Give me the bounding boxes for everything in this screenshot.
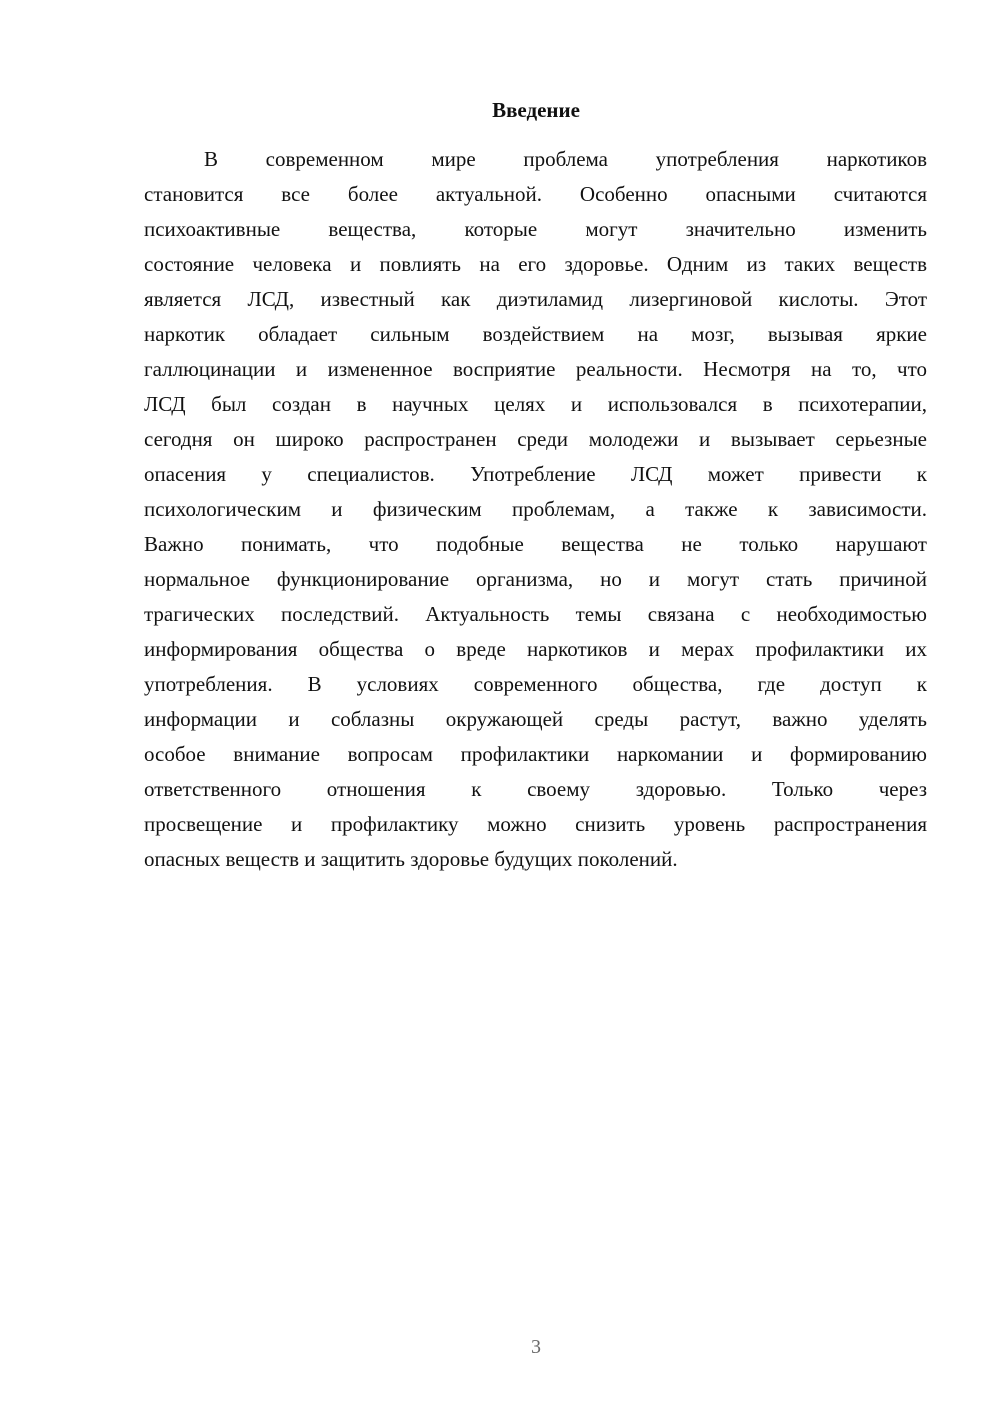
paragraph-line: В современном мире проблема употребления наркотиков [204, 147, 927, 171]
page-title: Введение [492, 98, 580, 122]
paragraph-line: употребления. В условиях современного общества, где доступ к [144, 672, 927, 696]
paragraph-line: наркотик обладает сильным воздействием на мозг, вызывая яркие [144, 322, 927, 346]
paragraph-line: трагических последствий. Актуальность темы связана с необходимостью [144, 602, 927, 626]
paragraph-line: нормальное функционирование организма, но и могут стать причиной [144, 567, 927, 591]
paragraph-line: информирования общества о вреде наркотиков и мерах профилактики их [144, 637, 927, 661]
paragraph-line: становится все более актуальной. Особенно опасными считаются [144, 182, 927, 206]
paragraph-line: опасных веществ и защитить здоровье будущих поколений. [144, 847, 678, 871]
paragraph-line: особое внимание вопросам профилактики наркомании и формированию [144, 742, 927, 766]
paragraph-line: является ЛСД, известный как диэтиламид лизергиновой кислоты. Этот [144, 287, 927, 311]
paragraph-line: просвещение и профилактику можно снизить уровень распространения [144, 812, 927, 836]
paragraph-line: психоактивные вещества, которые могут значительно изменить [144, 217, 927, 241]
paragraph-line: ответственного отношения к своему здоровью. Только через [144, 777, 927, 801]
paragraph-line: психологическим и физическим проблемам, а также к зависимости. [144, 497, 927, 521]
paragraph-line: информации и соблазны окружающей среды растут, важно уделять [144, 707, 927, 731]
paragraph-line: сегодня он широко распространен среди молодежи и вызывает серьезные [144, 427, 927, 451]
paragraph-line: ЛСД был создан в научных целях и использовался в психотерапии, [144, 392, 927, 416]
paragraph-line: Важно понимать, что подобные вещества не только нарушают [144, 532, 927, 556]
paragraph-line: состояние человека и повлиять на его здоровье. Одним из таких веществ [144, 252, 927, 276]
paragraph-line: опасения у специалистов. Употребление ЛСД может привести к [144, 462, 927, 486]
page-number: 3 [531, 1336, 541, 1358]
paragraph-introduction [144, 142, 927, 877]
paragraph-line: галлюцинации и измененное восприятие реальности. Несмотря на то, что [144, 357, 927, 381]
